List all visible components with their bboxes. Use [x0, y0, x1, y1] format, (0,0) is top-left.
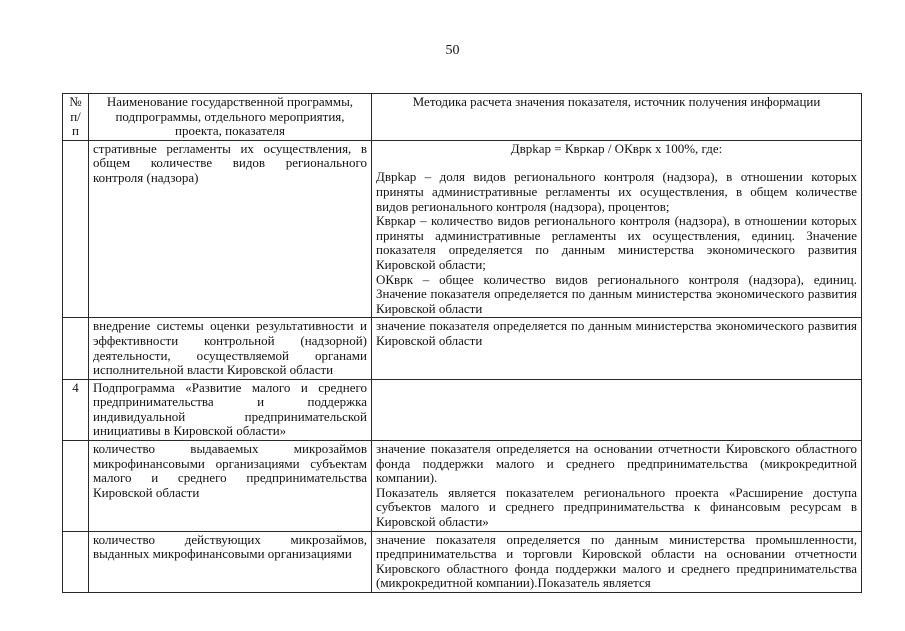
- table-row: [63, 379, 862, 440]
- row-num: 4: [63, 379, 89, 440]
- page-number: 50: [445, 43, 460, 58]
- method-paragraph: значение показателя определяется на основании отчетности Кировского областного фонда поддержки малого и среднего предпринимательства (микрокредитной компании).: [376, 441, 857, 486]
- table-row: [63, 441, 862, 532]
- table-row: [63, 318, 862, 379]
- method-paragraph: Квркар – количество видов регионального контроля (надзора), в отношении которых приняты административные регламенты их осуществления, единиц. Значение показателя определяется по данным министерства экономического развития Кировской области;: [376, 213, 857, 272]
- row-method: [372, 441, 862, 532]
- method-paragraph: Показатель является показателем регионального проекта «Расширение доступа субъектов малого и среднего предпринимательства к финансовым ресурсам в Кировской области»: [376, 484, 857, 530]
- row-num: [63, 140, 89, 318]
- row-method: [372, 531, 862, 592]
- row-num: [63, 318, 89, 379]
- table-row: [63, 140, 862, 318]
- header-method: Методика расчета значения показателя, источник получения информации: [372, 94, 862, 141]
- row-name: Подпрограмма «Развитие малого и среднего предпринимательства и поддержка индивидуальной предпринимательской инициативы в Кировской области»: [89, 379, 372, 440]
- header-name: Наименование государственной программы, подпрограммы, отдельного мероприятия, проекта, показателя: [89, 94, 372, 141]
- method-paragraph: ОКврк – общее количество видов регионального контроля (надзора), единиц. Значение показателя определяется по данным министерства экономического развития Кировской области: [376, 271, 857, 316]
- table-row: [63, 531, 862, 592]
- method-formula: Дврkap = Квркар / ОКврк х 100%, где:: [510, 140, 723, 156]
- row-method: [372, 379, 862, 440]
- row-method: [372, 140, 862, 318]
- method-paragraph: значение показателя определяется по данным министерства экономического развития Кировской области: [376, 318, 857, 348]
- indicators-table: [62, 93, 862, 593]
- method-paragraph: Дврkap – доля видов регионального контроля (надзора), в отношении которых приняты административные регламенты их осуществления, в общем количестве видов регионального контроля (надзора), процентов;: [376, 169, 857, 214]
- header-num: № п/п: [63, 94, 89, 141]
- row-name: внедрение системы оценки результативности и эффективности контрольной (надзорной) деятельности, осуществляемой органами исполнительной власти Кировской области: [89, 318, 372, 379]
- row-name: количество выдаваемых микрозаймов микрофинансовыми организациями субъектам малого и среднего предпринимательства Кировской области: [89, 441, 372, 532]
- row-num: [63, 531, 89, 592]
- row-method: [372, 318, 862, 379]
- row-name: количество действующих микрозаймов, выданных микрофинансовыми организациями: [89, 531, 372, 592]
- row-name: стративные регламенты их осуществления, в общем количестве видов регионального контроля (надзора): [89, 140, 372, 318]
- table-header-row: [63, 94, 862, 141]
- row-num: [63, 441, 89, 532]
- method-paragraph: значение показателя определяется по данным министерства промышленности, предпринимательства и торговли Кировской области на основании отчетности Кировского областного фонда поддержки малого и среднего предпринимательства (микрокредитной компании).Показатель является: [376, 531, 857, 591]
